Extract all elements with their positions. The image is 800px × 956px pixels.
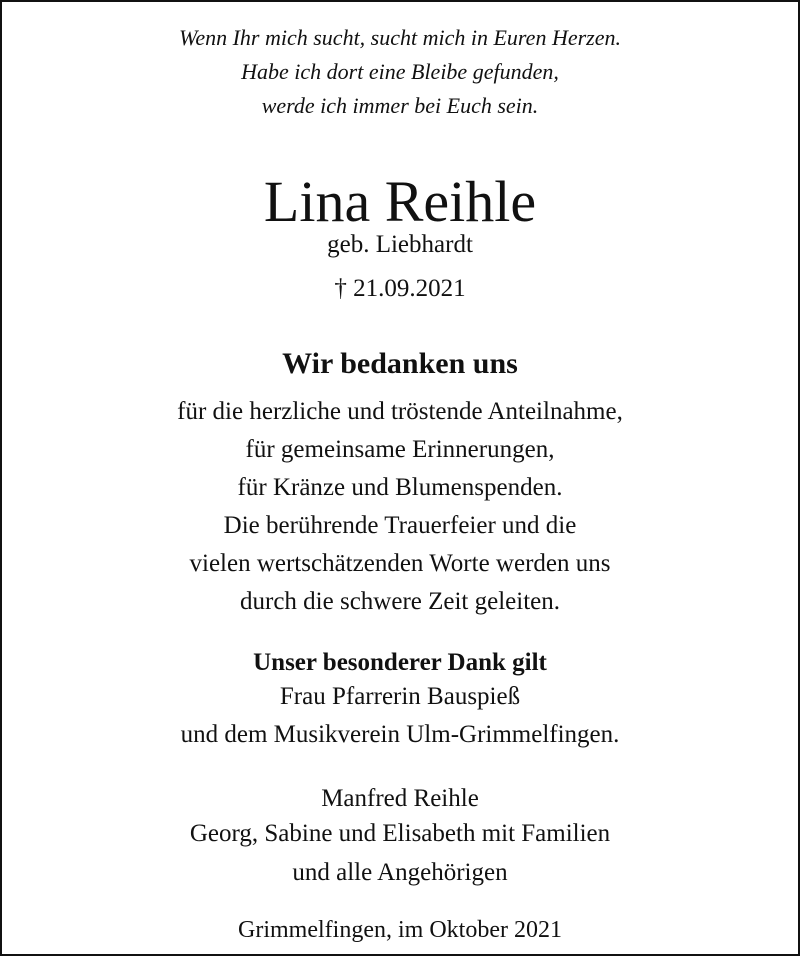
deceased-name: Lina Reihle	[263, 169, 537, 234]
poem-line-2: Habe ich dort eine Bleibe gefunden,	[241, 59, 559, 84]
mourner-line-2: Georg, Sabine und Elisabeth mit Familien	[189, 820, 611, 847]
thanks-line-4: Die berührende Trauerfeier und die	[223, 512, 577, 539]
thanks-line-5: vielen wertschätzenden Worte werden uns	[189, 550, 611, 577]
death-date: † 21.09.2021	[334, 275, 466, 302]
thanks-line-2: für gemeinsame Erinnerungen,	[245, 436, 555, 463]
special-thanks-heading: Unser besonderer Dank gilt	[253, 649, 547, 676]
thanks-heading: Wir bedanken uns	[282, 347, 518, 380]
mourner-line-1: Manfred Reihle	[321, 785, 479, 812]
thanks-line-1: für die herzliche und tröstende Anteilnahme,	[177, 398, 623, 425]
birth-name: geb. Liebhardt	[327, 231, 473, 258]
special-thanks-line-2: und dem Musikverein Ulm-Grimmelfingen.	[180, 721, 620, 748]
thanks-line-6: durch die schwere Zeit geleiten.	[240, 588, 560, 615]
special-thanks-line-1: Frau Pfarrerin Bauspieß	[279, 683, 521, 710]
mourner-line-3: und alle Angehörigen	[292, 859, 508, 886]
thanks-line-3: für Kränze und Blumenspenden.	[237, 474, 563, 501]
place-date-footer: Grimmelfingen, im Oktober 2021	[238, 917, 562, 943]
poem-line-1: Wenn Ihr mich sucht, sucht mich in Euren Herzen.	[179, 25, 621, 50]
poem-line-3: werde ich immer bei Euch sein.	[261, 93, 539, 118]
